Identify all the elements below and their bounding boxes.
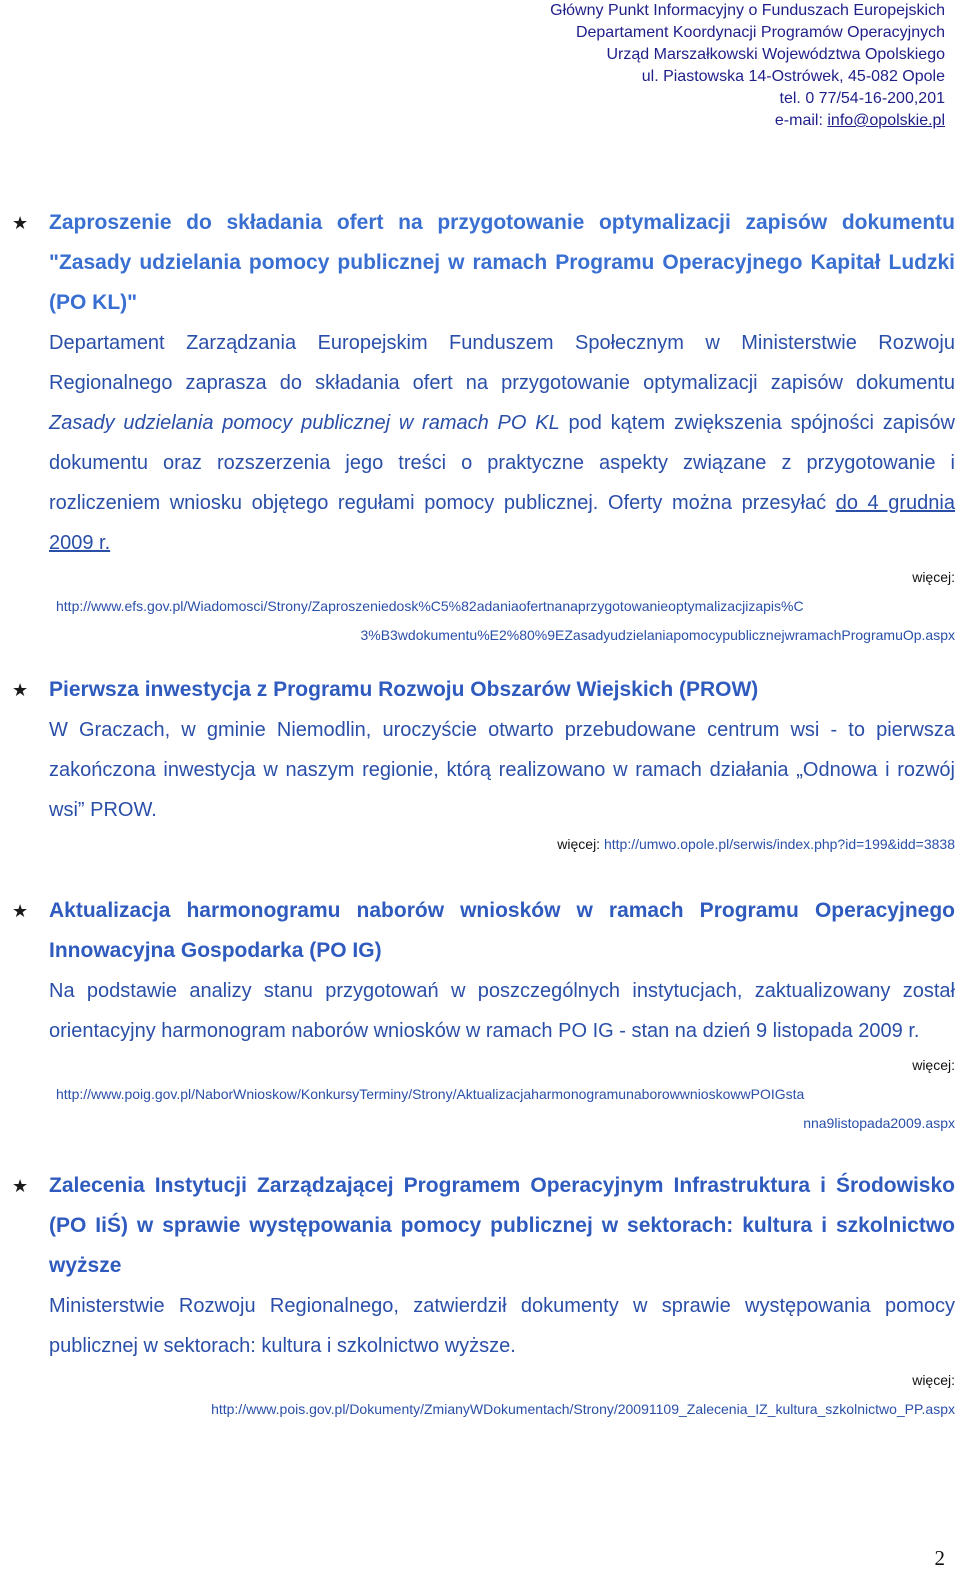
more-row — [0, 830, 955, 859]
star-bullet-icon: ★ — [12, 680, 29, 700]
news-body: Ministerstwie Rozwoju Regionalnego, zatwierdził dokumenty w sprawie występowania pomocy publicznej w sektorach: kultura i szkolnictwo wyższe. — [49, 1295, 955, 1357]
more-link[interactable]: http://www.efs.gov.pl/Wiadomosci/Strony/Zaproszeniedosk%C5%82adaniaofertnanaprzygotowanieoptymalizacjizapis%C 3%B3wdokumentu%E2%80%9EZasadyudzielaniapomocypublicznejwramachProgramuOp.aspx — [56, 598, 955, 643]
more-link[interactable]: http://www.pois.gov.pl/Dokumenty/ZmianyWDokumentach/Strony/20091109_Zalecenia_IZ_kultura_szkolnictwo_PP.aspx — [211, 1401, 955, 1417]
more-link[interactable]: http://umwo.opole.pl/serwis/index.php?id=199&idd=3838 — [603, 836, 955, 852]
page-number: 2 — [934, 1546, 945, 1570]
header-org: Główny Punkt Informacyjny o Funduszach Europejskich — [550, 2, 945, 19]
star-bullet-icon: ★ — [12, 213, 29, 233]
more-label: więcej: — [912, 569, 955, 585]
header-phone: tel. 0 77/54-16-200,201 — [779, 90, 945, 107]
news-item — [0, 670, 960, 859]
news-body: W Graczach, w gminie Niemodlin, uroczyście otwarto przebudowane centrum wsi - to pierwsza zakończona inwestycja w naszym regionie, którą realizowano w ramach działania „Odnowa i rozwój wsi” PROW. — [49, 719, 955, 821]
news-item — [0, 1166, 960, 1424]
star-bullet-icon: ★ — [12, 901, 29, 921]
header-email-label: e-mail: — [774, 112, 828, 129]
header-email-link[interactable]: info@opolskie.pl — [827, 112, 945, 129]
news-body: Na podstawie analizy stanu przygotowań w poszczególnych instytucjach, zaktualizowany został orientacyjny harmonogram naborów wniosków w ramach PO IG - stan na dzień 9 listopada 2009 r. — [49, 980, 955, 1042]
header-email-line — [550, 110, 945, 132]
news-item — [0, 891, 960, 1138]
more-label: więcej: — [912, 1057, 955, 1073]
news-list — [0, 203, 960, 1424]
header-address: ul. Piastowska 14-Ostrówek, 45-082 Opole — [641, 68, 945, 85]
news-item — [0, 203, 960, 650]
star-bullet-icon: ★ — [12, 1176, 29, 1196]
news-title: Zaproszenie do składania ofert na przygotowanie optymalizacji zapisów dokumentu "Zasady udzielania pomocy publicznej w ramach Programu Operacyjnego Kapitał Ludzki (PO KL)" — [49, 211, 955, 314]
news-body: Departament Zarządzania Europejskim Funduszem Społecznym w Ministerstwie Rozwoju Regionalnego zaprasza do składania ofert na przygotowanie optymalizacji zapisów dokumentu Zasady udzielania pomocy publicznej w ramach PO KL pod kątem zwiększenia spójności zapisów dokumentu oraz rozszerzenia jego treści o praktyczne aspekty związane z przygotowanie i rozliczeniem wniosku objętego regułami pomocy publicznej. Oferty można przesyłać do 4 grudnia 2009 r. — [49, 332, 955, 554]
header-department: Departament Koordynacji Programów Operacyjnych — [575, 24, 945, 41]
header-office: Urząd Marszałkowski Województwa Opolskiego — [606, 46, 945, 63]
news-title: Aktualizacja harmonogramu naborów wniosków w ramach Programu Operacyjnego Innowacyjna Gospodarka (PO IG) — [49, 899, 955, 962]
more-label: więcej: — [912, 1372, 955, 1388]
news-title: Pierwsza inwestycja z Programu Rozwoju Obszarów Wiejskich (PROW) — [49, 678, 759, 701]
news-title: Zalecenia Instytucji Zarządzającej Programem Operacyjnym Infrastruktura i Środowisko (PO IiŚ) w sprawie występowania pomocy publicznej w sektorach: kultura i szkolnictwo wyższe — [49, 1174, 955, 1277]
letterhead — [550, 0, 945, 132]
more-label: więcej: — [557, 836, 601, 852]
more-link[interactable]: http://www.poig.gov.pl/NaborWnioskow/KonkursyTerminy/Strony/AktualizacjaharmonogramunaborowwnioskowwPOIGsta nna9listopada2009.aspx — [56, 1086, 955, 1131]
